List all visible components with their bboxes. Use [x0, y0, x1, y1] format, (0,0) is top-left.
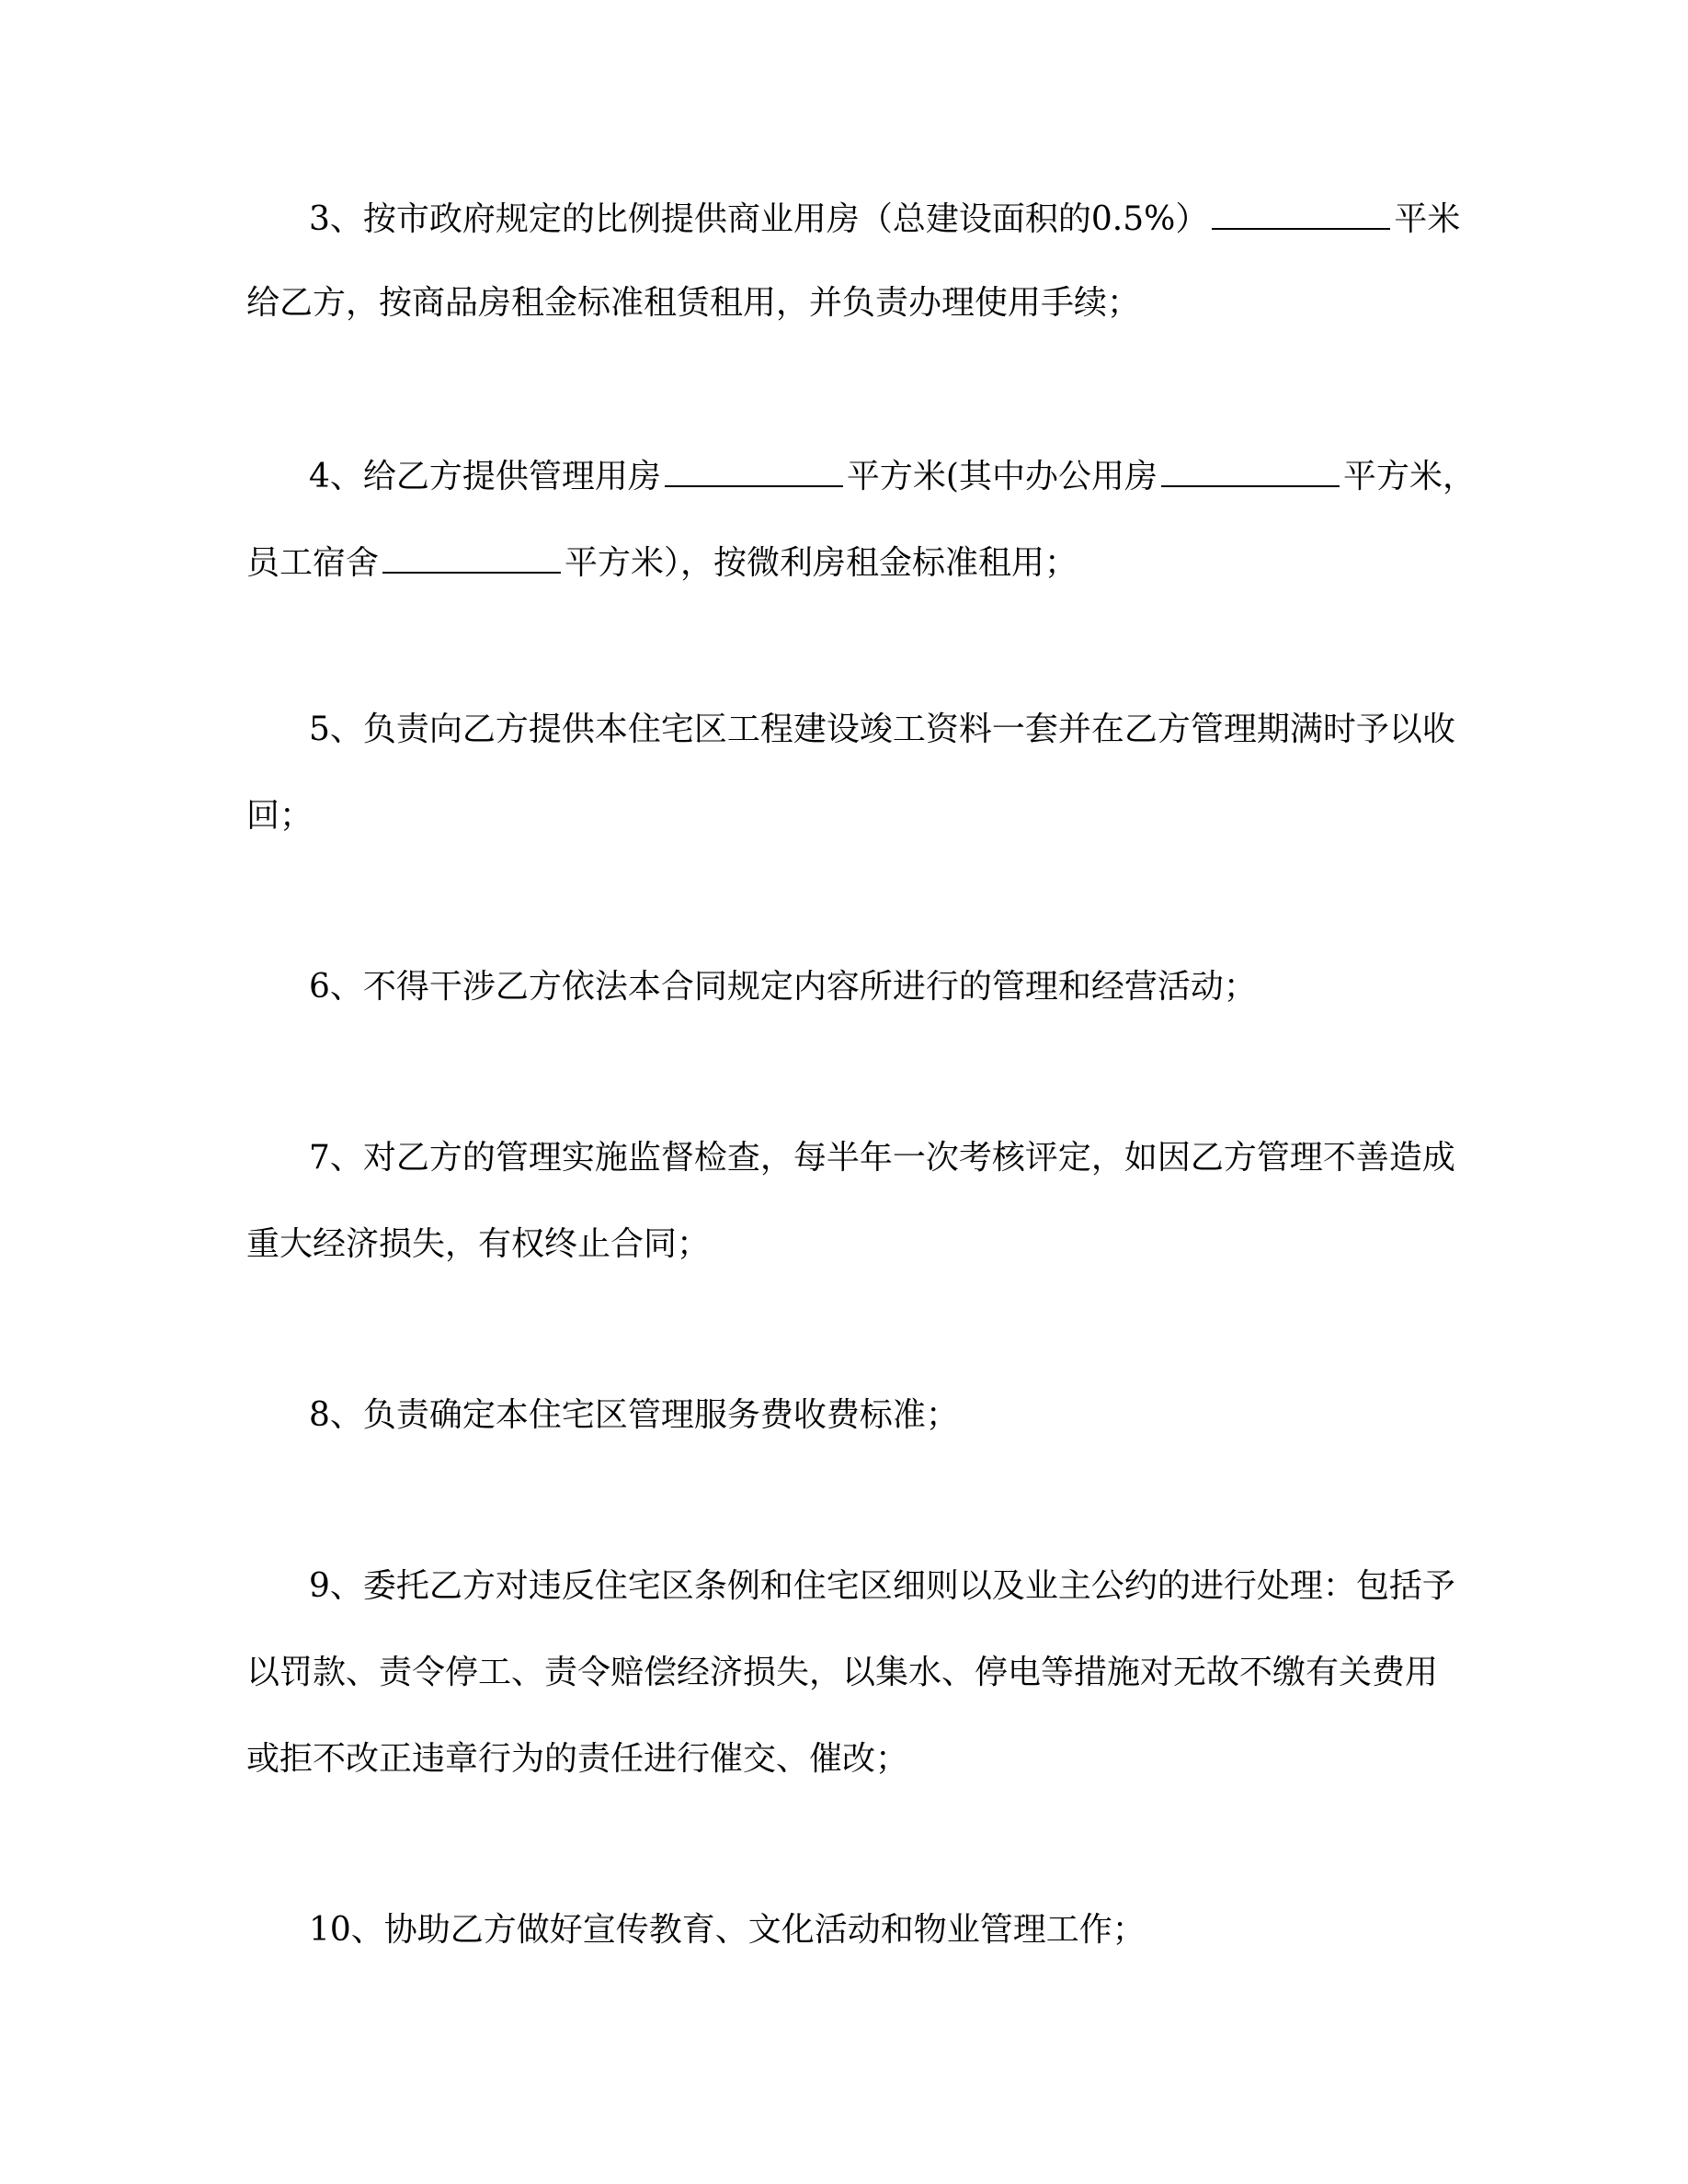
clause-4-text-c: 平方米， [1342, 458, 1476, 495]
clause-9-line-1: 9、委托乙方对违反住宅区条例和住宅区细则以及业主公约的进行处理：包括予 [309, 1567, 1455, 1605]
clause-3-line-2: 给乙方，按商品房租金标准租赁租用，并负责办理使用手续； [246, 284, 1141, 322]
clause-10-line-1: 10、协助乙方做好宣传教育、文化活动和物业管理工作； [309, 1911, 1146, 1949]
clause-4-text-d: 员工宿舍 [246, 544, 380, 582]
blank-field [665, 454, 843, 487]
clause-9-line-2: 以罚款、责令停工、责令赔偿经济损失，以集水、停电等措施对无故不缴有关费用 [246, 1654, 1439, 1691]
clause-3-line-1 [309, 197, 1504, 240]
blank-field [382, 540, 561, 574]
clause-5-line-2: 回； [246, 797, 314, 835]
clause-4-text-a: 4、给乙方提供管理用房 [309, 458, 661, 495]
clause-7-line-2: 重大经济损失，有权终止合同； [246, 1225, 711, 1263]
clause-5-line-1: 5、负责向乙方提供本住宅区工程建设竣工资料一套并在乙方管理期满时予以收 [309, 711, 1455, 748]
clause-8-line-1: 8、负责确定本住宅区管理服务费收费标准； [309, 1396, 959, 1434]
blank-field [1212, 197, 1390, 230]
clause-4-line-2 [246, 540, 1442, 584]
clause-3-text-b: 平米 [1394, 200, 1461, 238]
blank-field [1161, 454, 1340, 487]
clause-7-line-1: 7、对乙方的管理实施监督检查，每半年一次考核评定，如因乙方管理不善造成 [309, 1139, 1455, 1177]
clause-6-line-1: 6、不得干涉乙方依法本合同规定内容所进行的管理和经营活动； [309, 968, 1257, 1006]
clause-9-line-3: 或拒不改正违章行为的责任进行催交、催改； [246, 1740, 909, 1778]
clause-4-text-b: 平方米(其中办公用房 [846, 458, 1158, 495]
clause-3-text-a: 3、按市政府规定的比例提供商业用房（总建设面积的0.5%） [309, 200, 1209, 238]
clause-4-line-1 [309, 454, 1504, 497]
clause-4-text-e: 平方米），按微利房租金标准租用； [565, 544, 1078, 582]
